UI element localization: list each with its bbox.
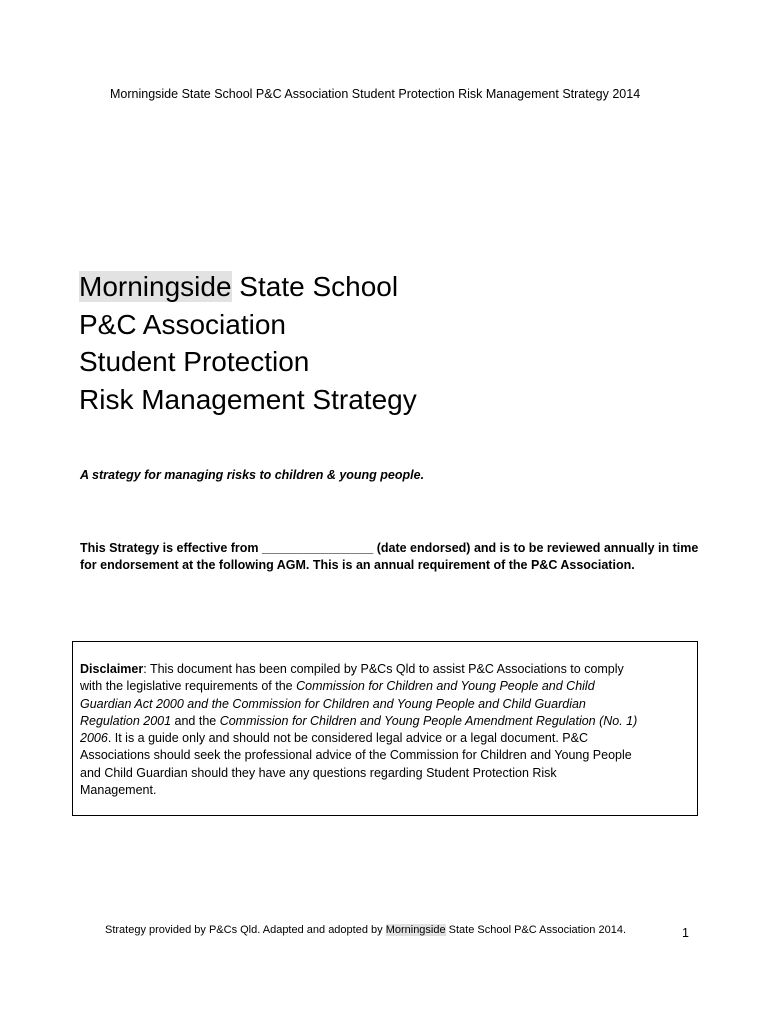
footer-school-highlight: Morningside [385,924,446,936]
disclaimer-line: Guardian Act 2000 and the Commission for Children and Young People and Child Guardian [80,696,586,711]
title-line-protection: Student Protection [79,346,310,377]
disclaimer-line: Regulation 2001 and the Commission for Children and Young People Amendment Regulation (No. 1) [80,713,638,728]
page-number: 1 [682,926,689,940]
disclaimer-line: Associations should seek the professional advice of the Commission for Children and Young People [80,748,632,763]
title-school-highlight: Morningside [79,271,232,302]
disclaimer-line: 2006. It is a guide only and should not be considered legal advice or a legal document. P&C [80,731,588,746]
title-school-rest: State School [231,271,399,302]
footer-text-after: State School P&C Association 2014. [445,924,626,936]
footer-text-before: Strategy provided by P&Cs Qld. Adapted and adopted by [105,924,386,936]
disclaimer-line: Management. [80,783,157,798]
title-line-strategy: Risk Management Strategy [79,383,417,415]
disclaimer-box [72,641,698,816]
effective-date-statement [80,540,700,574]
title-line-school [79,268,417,306]
running-header: Morningside State School P&C Association Student Protection Risk Management Strategy 2014 [110,87,641,101]
document-subtitle: A strategy for managing risks to children & young people. [80,468,425,482]
title-line-association: P&C Association [79,308,286,340]
document-title [79,268,417,418]
disclaimer-line: and Child Guardian should they have any questions regarding Student Protection Risk [80,765,557,780]
effective-line-2: for endorsement at the following AGM. This is an annual requirement of the P&C Association. [80,558,635,572]
disclaimer-line: with the legislative requirements of the Commission for Children and Young People and Child [80,679,595,694]
disclaimer-line: Disclaimer: This document has been compiled by P&Cs Qld to assist P&C Associations to comply [80,662,624,676]
effective-line-1: This Strategy is effective from ________________ (date endorsed) and is to be reviewed annually in time [80,541,699,555]
disclaimer-label: Disclaimer [80,662,144,676]
page-footer [105,924,626,936]
